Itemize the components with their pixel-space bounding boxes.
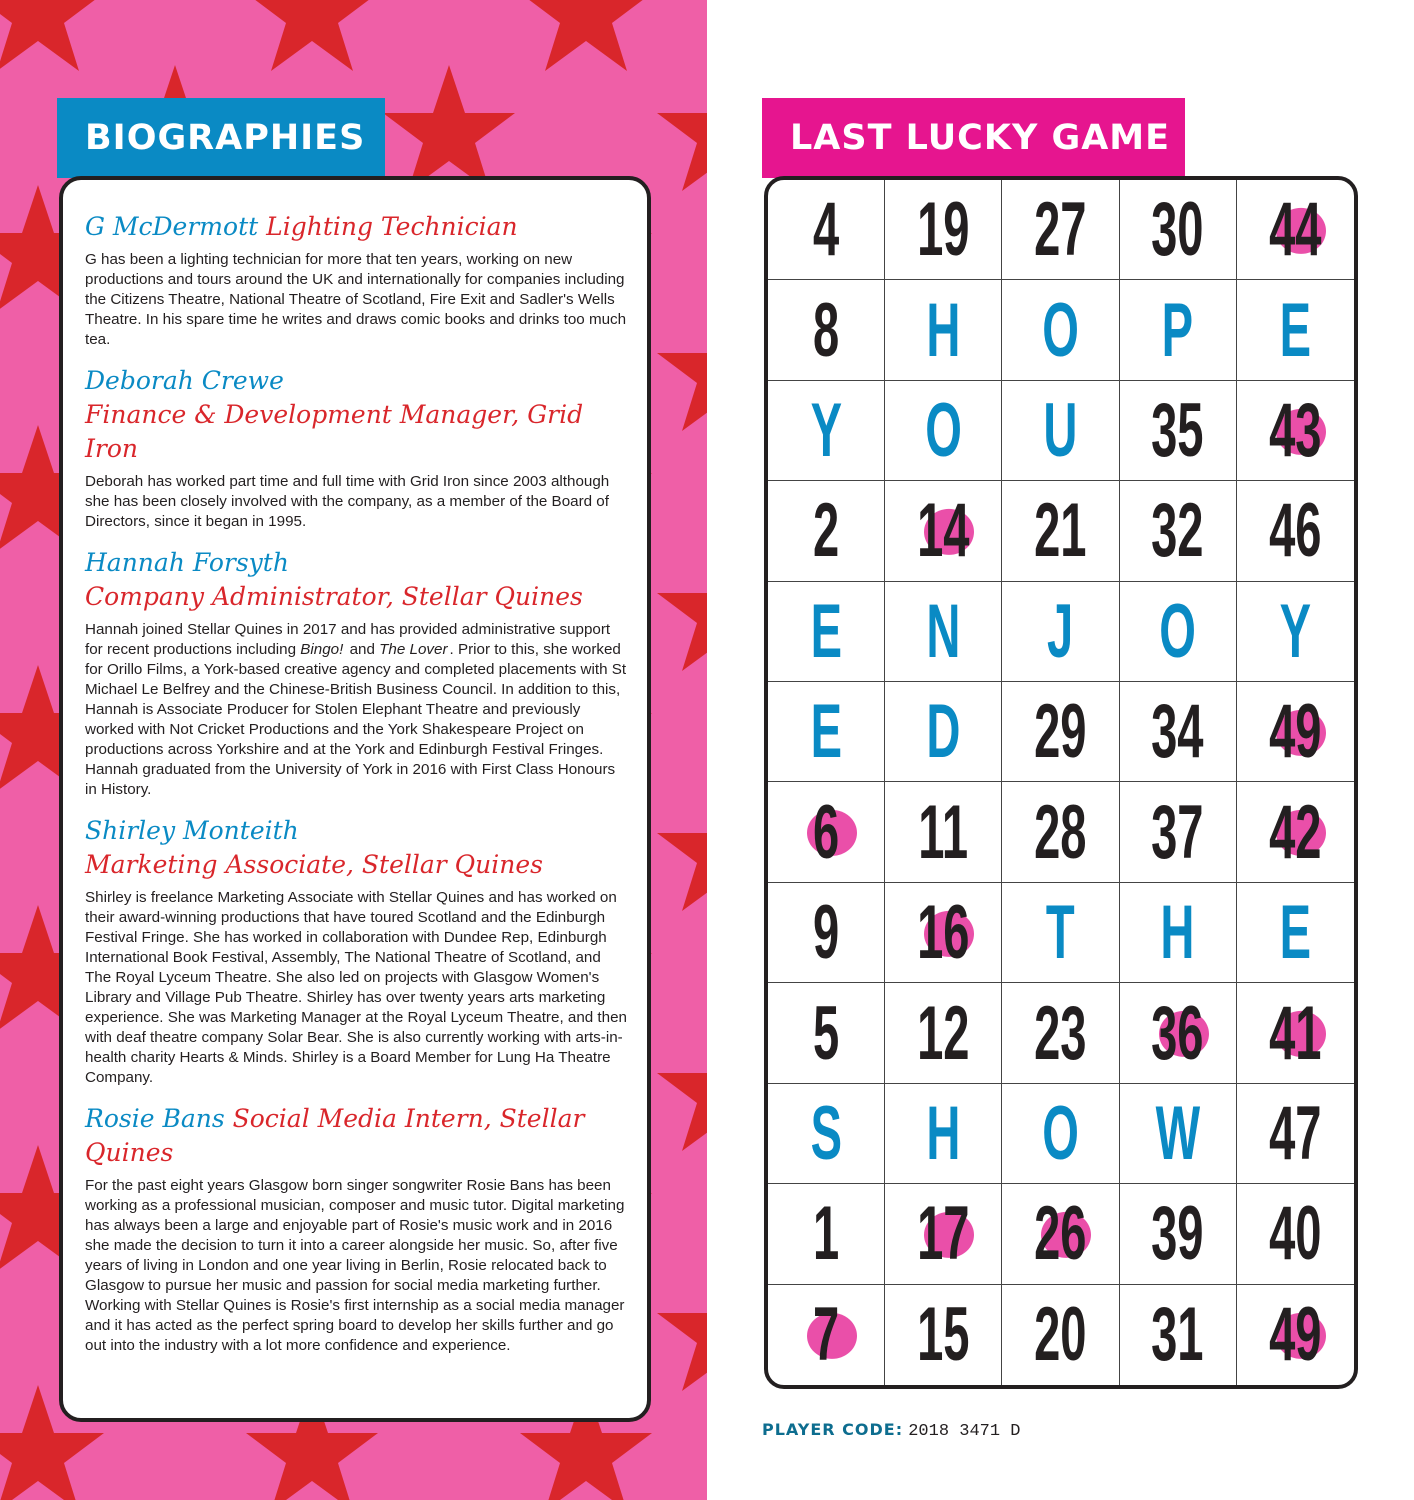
bio-role: Finance & Development Manager, Grid Iron xyxy=(85,400,584,463)
bio-heading xyxy=(85,814,627,882)
bingo-number-cell xyxy=(885,883,1002,983)
bingo-cell-value: 9 xyxy=(812,890,840,976)
bingo-letter-cell xyxy=(1237,582,1354,682)
bingo-cell-value: T xyxy=(1046,890,1075,976)
bio-heading xyxy=(85,1102,627,1170)
bingo-number-cell xyxy=(1002,180,1119,280)
bingo-cell-value: E xyxy=(810,689,842,775)
bio-heading xyxy=(85,210,627,244)
bingo-cell-value: 44 xyxy=(1269,187,1322,273)
bingo-cell-value: 7 xyxy=(812,1292,840,1378)
bio-text-segment: G has been a lighting technician for more that ten years, working on new productions and tours around the UK and internationally for companies including the Citizens Theatre, National Theatre of Scotland, Fire Exit and Sadler's Wells Theatre. In his spare time he writes and draws comic books and drinks too much tea. xyxy=(85,251,627,348)
bingo-letter-cell xyxy=(885,1084,1002,1184)
bingo-cell-value: P xyxy=(1161,287,1194,373)
bingo-cell-value: 15 xyxy=(917,1292,970,1378)
bio-heading xyxy=(85,364,627,466)
bio-text-segment: Shirley is freelance Marketing Associate with Stellar Quines and has worked on their award-winning productions that have toured Scotland and the Edinburgh Festival Fringe. She has worked in collaboration with Dundee Rep, Edinburgh International Book Festival, Assembly, The National Theatre of Scotland, and The Royal Lyceum Theatre. She also led on projects with Glasgow Women's Library and Village Pub Theatre. Shirley has over twenty years arts marketing experience. She was Marketing Manager at the Royal Lyceum Theatre, and then with deaf theatre company Solar Bear. She is also currently working with arts-in-health charity Hearts & Minds. Shirley is a Board Member for Lung Ha Theatre Company. xyxy=(85,889,627,1086)
bingo-number-cell xyxy=(1002,983,1119,1083)
bio-role: Marketing Associate, Stellar Quines xyxy=(85,850,543,879)
bio-text-segment: and xyxy=(345,641,380,658)
bio-text-italic: Bingo! xyxy=(300,641,344,658)
bingo-cell-value: N xyxy=(926,588,961,674)
bingo-number-cell xyxy=(1237,180,1354,280)
player-code xyxy=(762,1420,1020,1441)
bingo-letter-cell xyxy=(885,582,1002,682)
bio-text xyxy=(85,620,627,800)
bingo-cell-value: 46 xyxy=(1269,488,1322,574)
bingo-cell-value: 49 xyxy=(1269,689,1322,775)
bingo-cell-value: 27 xyxy=(1034,187,1087,273)
bingo-number-cell xyxy=(1237,983,1354,1083)
bingo-cell-value: 36 xyxy=(1151,990,1204,1076)
bio-text xyxy=(85,888,627,1088)
bio-text xyxy=(85,472,627,532)
bingo-number-cell xyxy=(768,481,885,581)
bingo-number-cell xyxy=(1002,1184,1119,1284)
bingo-cell-value: 39 xyxy=(1151,1191,1204,1277)
bingo-cell-value: 19 xyxy=(917,187,970,273)
bingo-cell-value: 4 xyxy=(812,187,840,273)
bingo-cell-value: H xyxy=(1160,890,1195,976)
bio-text-segment: . Prior to this, she worked for Orillo Films, a York-based creative agency and completed placements with St Michael Le Belfrey and the Chinese-British Business Council. In addition to this, Hannah is Associate Producer for Stolen Elephant Theatre and previously worked with Not Cricket Productions and the York Shakespeare Project on productions across Yorkshire and at the York and Edinburgh Festival Fringes. Hannah graduated from the University of York in 2016 with First Class Honours in History. xyxy=(85,641,627,798)
bingo-cell-value: 43 xyxy=(1269,388,1322,474)
bio-name: G McDermott xyxy=(85,212,259,241)
bio-entry xyxy=(85,210,627,350)
bingo-letter-cell xyxy=(1002,280,1119,380)
bio-text-segment: For the past eight years Glasgow born singer songwriter Rosie Bans has been working as a professional musician, composer and music tutor. Digital marketing has always been a large and enjoyable part of Rosie's music work and in 2016 she made the decision to turn it into a career alongside her music. So, after five years of living in London and one year living in Berlin, Rosie relocated back to Glasgow to pursue her music and passion for social media marketing further. Working with Stellar Quines is Rosie's first internship as a social media manager and it has acted as the perfect spring board to develop her skills further and go out into the industry with a lot more confidence and experience. xyxy=(85,1177,625,1354)
bingo-cell-value: Y xyxy=(810,388,842,474)
bingo-number-cell xyxy=(768,883,885,983)
bingo-cell-value: W xyxy=(1155,1090,1200,1176)
bingo-letter-cell xyxy=(885,280,1002,380)
bingo-cell-value: 32 xyxy=(1151,488,1204,574)
bingo-cell-value: 47 xyxy=(1269,1090,1322,1176)
bio-entry xyxy=(85,364,627,532)
bingo-letter-cell xyxy=(885,682,1002,782)
bio-name: Shirley Monteith xyxy=(85,816,299,845)
bingo-number-cell xyxy=(1120,1285,1237,1385)
bingo-cell-value: O xyxy=(1042,287,1079,373)
bingo-number-cell xyxy=(768,983,885,1083)
bingo-cell-value: 8 xyxy=(812,287,840,373)
bingo-cell-value: Y xyxy=(1279,588,1312,674)
bingo-letter-cell xyxy=(768,1084,885,1184)
bingo-number-cell xyxy=(768,1285,885,1385)
bingo-number-cell xyxy=(885,782,1002,882)
bingo-cell-value: 2 xyxy=(812,488,840,574)
bingo-cell-value: 29 xyxy=(1034,689,1087,775)
bingo-number-cell xyxy=(885,983,1002,1083)
player-code-value: 2018 3471 D xyxy=(908,1422,1021,1441)
bingo-cell-value: E xyxy=(1279,890,1312,976)
bingo-letter-cell xyxy=(1002,582,1119,682)
bingo-number-cell xyxy=(768,1184,885,1284)
bingo-cell-value: 40 xyxy=(1269,1191,1322,1277)
bingo-number-cell xyxy=(1237,1184,1354,1284)
bingo-number-cell xyxy=(1120,481,1237,581)
bingo-cell-value: 1 xyxy=(812,1191,840,1277)
bingo-cell-value: U xyxy=(1043,388,1078,474)
bio-entry xyxy=(85,546,627,800)
bingo-cell-value: 49 xyxy=(1269,1292,1322,1378)
bingo-number-cell xyxy=(1002,782,1119,882)
biographies-card xyxy=(59,176,651,1422)
bingo-cell-value: 41 xyxy=(1269,990,1322,1076)
bingo-letter-cell xyxy=(1002,1084,1119,1184)
bingo-cell-value: D xyxy=(926,689,961,775)
bio-role: Social Media Intern, Stellar Quines xyxy=(85,1104,585,1167)
bingo-number-cell xyxy=(768,782,885,882)
bingo-number-cell xyxy=(1237,481,1354,581)
bingo-number-cell xyxy=(1120,782,1237,882)
bingo-number-cell xyxy=(885,1184,1002,1284)
bingo-letter-cell xyxy=(768,682,885,782)
bingo-number-cell xyxy=(1120,1184,1237,1284)
bingo-number-cell xyxy=(885,180,1002,280)
bingo-cell-value: E xyxy=(1279,287,1312,373)
bio-entry xyxy=(85,1102,627,1356)
bingo-cell-value: 26 xyxy=(1034,1191,1087,1277)
bio-text xyxy=(85,250,627,350)
bio-entry xyxy=(85,814,627,1088)
bingo-cell-value: 17 xyxy=(917,1191,970,1277)
bio-text-italic: The Lover xyxy=(379,641,448,658)
biographies-heading: BIOGRAPHIES xyxy=(57,98,385,178)
bio-heading xyxy=(85,546,627,614)
bio-text xyxy=(85,1176,627,1356)
bingo-letter-cell xyxy=(1120,883,1237,983)
bingo-number-cell xyxy=(1120,682,1237,782)
bingo-number-cell xyxy=(1120,381,1237,481)
bingo-letter-cell xyxy=(1120,582,1237,682)
bio-name: Rosie Bans xyxy=(85,1104,225,1133)
bio-role: Lighting Technician xyxy=(266,212,518,241)
bingo-number-cell xyxy=(1120,983,1237,1083)
bingo-number-cell xyxy=(768,180,885,280)
bingo-number-cell xyxy=(1237,682,1354,782)
last-lucky-game-heading: LAST LUCKY GAME xyxy=(762,98,1185,178)
bingo-cell-value: 37 xyxy=(1151,789,1204,875)
bingo-cell-value: O xyxy=(1042,1090,1079,1176)
bingo-number-cell xyxy=(1002,481,1119,581)
bingo-letter-cell xyxy=(1002,381,1119,481)
bingo-number-cell xyxy=(1237,1084,1354,1184)
bingo-cell-value: 30 xyxy=(1151,187,1204,273)
bingo-card xyxy=(764,176,1358,1389)
bingo-cell-value: 21 xyxy=(1034,488,1087,574)
bingo-number-cell xyxy=(1237,381,1354,481)
bingo-letter-cell xyxy=(1120,1084,1237,1184)
bingo-cell-value: S xyxy=(810,1090,842,1176)
bingo-letter-cell xyxy=(1237,883,1354,983)
bingo-number-cell xyxy=(1002,682,1119,782)
bingo-number-cell xyxy=(1237,1285,1354,1385)
bio-name: Hannah Forsyth xyxy=(85,548,289,577)
bingo-letter-cell xyxy=(1002,883,1119,983)
bingo-cell-value: 42 xyxy=(1269,789,1322,875)
bingo-cell-value: H xyxy=(926,1090,961,1176)
bingo-number-cell xyxy=(1002,1285,1119,1385)
bingo-cell-value: 11 xyxy=(918,789,969,875)
bingo-number-cell xyxy=(1237,782,1354,882)
bio-text-segment: Hannah joined Stellar Quines in 2017 and has provided administrative support for recent productions including xyxy=(85,621,611,658)
bio-text-segment: Deborah has worked part time and full time with Grid Iron since 2003 although she has been closely involved with the company, as a member of the Board of Directors, since it began in 1995. xyxy=(85,473,610,530)
bingo-cell-value: 28 xyxy=(1034,789,1087,875)
bingo-letter-cell xyxy=(768,381,885,481)
bingo-number-cell xyxy=(1120,180,1237,280)
bingo-cell-value: 35 xyxy=(1151,388,1204,474)
bingo-number-cell xyxy=(768,280,885,380)
bingo-cell-value: O xyxy=(924,388,962,474)
bingo-number-cell xyxy=(885,1285,1002,1385)
bingo-cell-value: O xyxy=(1159,588,1197,674)
player-code-label: PLAYER CODE: xyxy=(762,1420,904,1439)
bingo-cell-value: E xyxy=(810,588,842,674)
bingo-cell-value: 5 xyxy=(812,990,840,1076)
bingo-number-cell xyxy=(885,481,1002,581)
bingo-cell-value: 34 xyxy=(1151,689,1204,775)
bio-role: Company Administrator, Stellar Quines xyxy=(85,582,583,611)
bio-name: Deborah Crewe xyxy=(85,366,284,395)
bingo-letter-cell xyxy=(1120,280,1237,380)
bingo-letter-cell xyxy=(885,381,1002,481)
bingo-cell-value: H xyxy=(926,287,961,373)
bingo-cell-value: 14 xyxy=(917,488,970,574)
bingo-cell-value: 23 xyxy=(1034,990,1087,1076)
bingo-cell-value: 12 xyxy=(917,990,970,1076)
bingo-cell-value: 31 xyxy=(1151,1292,1204,1378)
bingo-letter-cell xyxy=(1237,280,1354,380)
bingo-cell-value: 16 xyxy=(917,890,970,976)
bingo-cell-value: 20 xyxy=(1034,1292,1087,1378)
bingo-letter-cell xyxy=(768,582,885,682)
bingo-cell-value: 6 xyxy=(812,789,840,875)
bingo-cell-value: J xyxy=(1047,588,1074,674)
